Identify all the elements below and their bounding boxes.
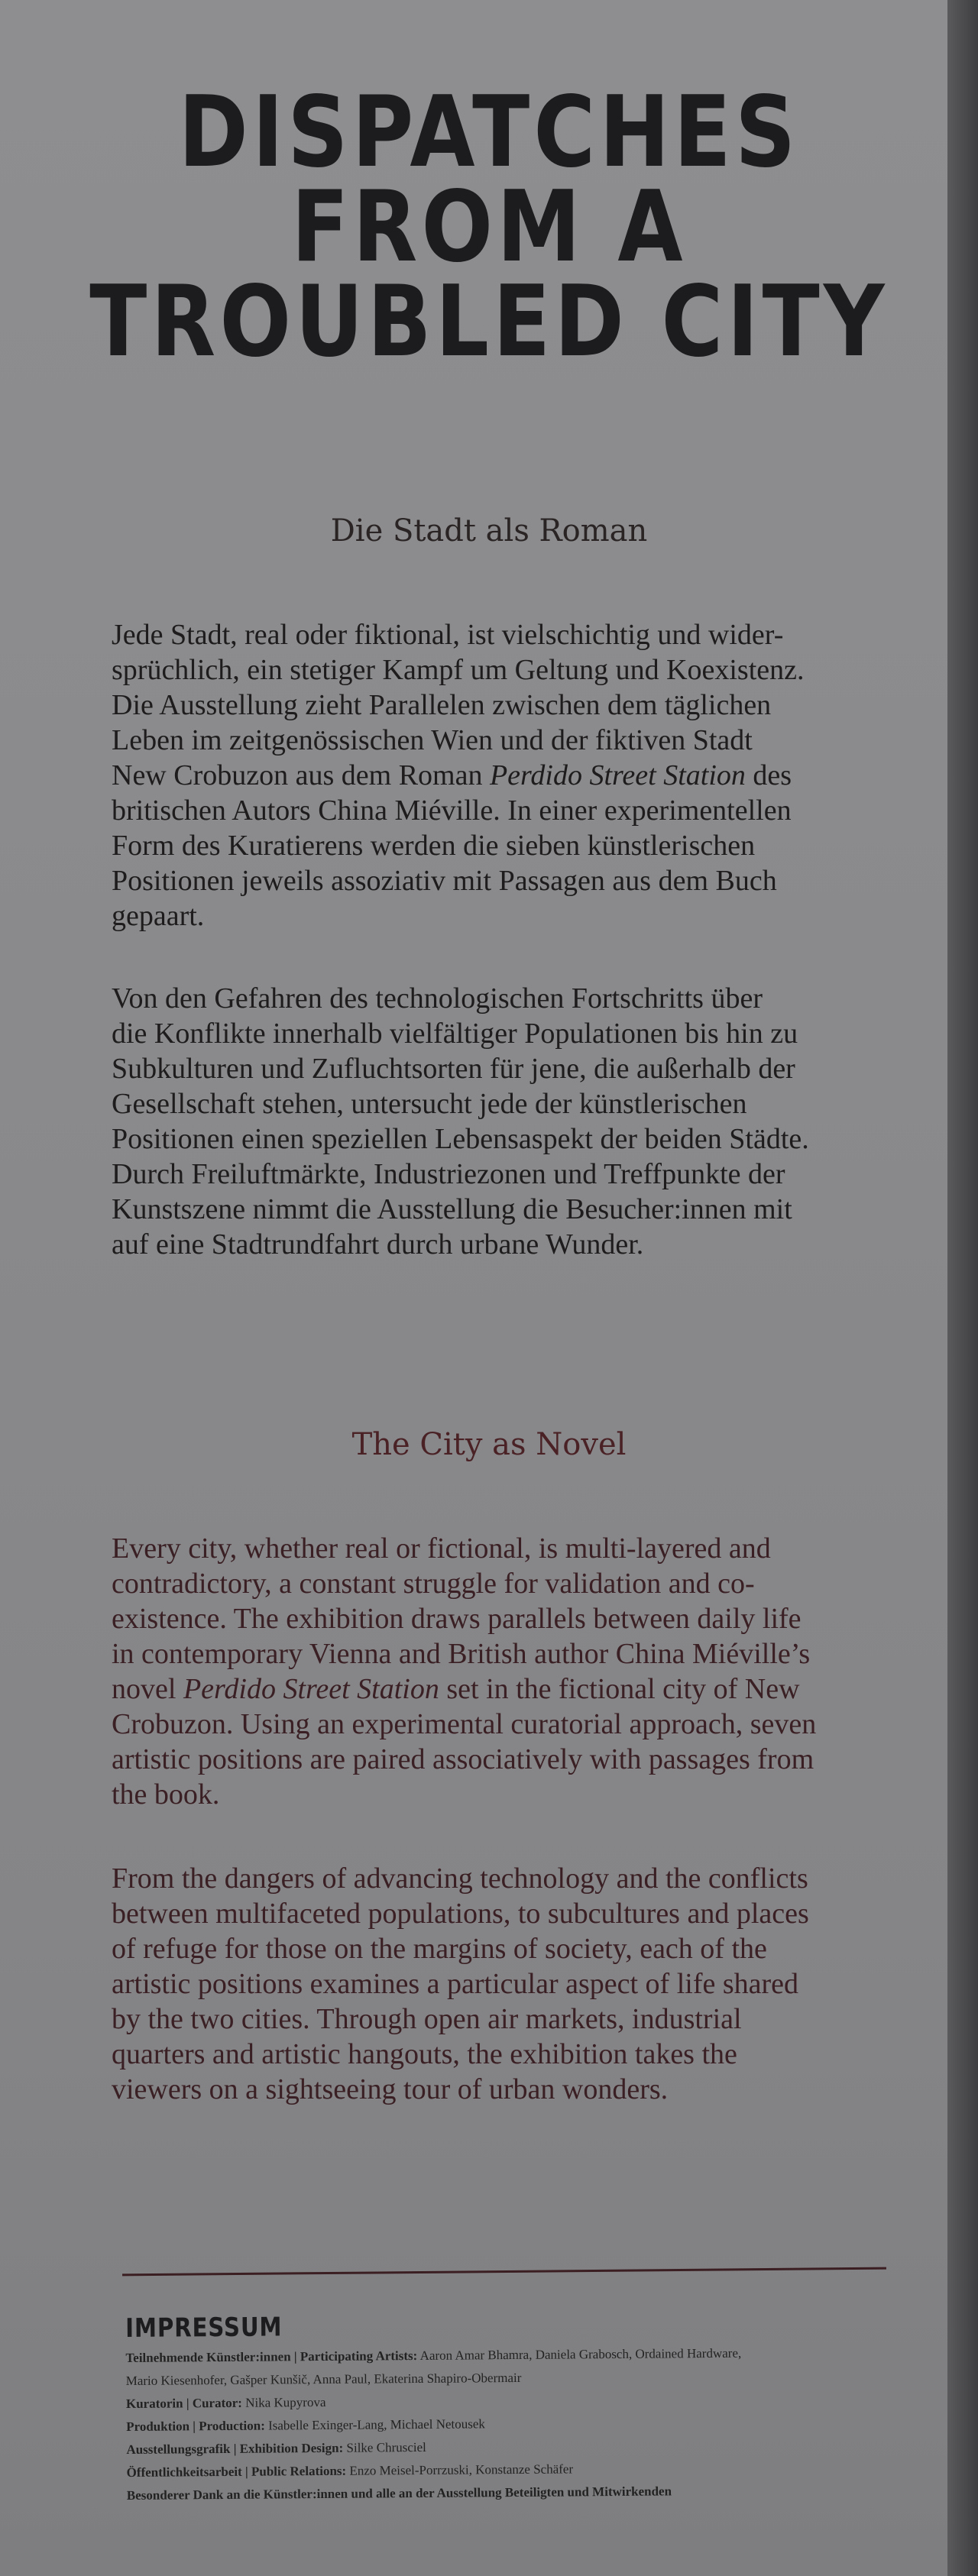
text-line: Kunstszene nimmt die Ausstellung die Besucher:innen mit	[112, 1193, 792, 1225]
german-paragraph-1	[112, 617, 845, 934]
title-line-2: FROM A	[291, 170, 687, 284]
text-line: existence. The exhibition draws parallels between daily life	[112, 1603, 802, 1635]
text-line: Von den Gefahren des technologischen Fortschritts über	[112, 982, 763, 1015]
credit-value: Isabelle Exinger-Lang, Michael Netousek	[264, 2416, 485, 2433]
english-paragraph-1	[112, 1531, 845, 1812]
text-line: Die Ausstellung zieht Parallelen zwischen dem täglichen	[112, 689, 772, 721]
text-segment: set in the fictional city of New	[446, 1673, 800, 1705]
english-heading: The City as Novel	[351, 1427, 627, 1462]
credit-label: Produktion | Production:	[126, 2418, 265, 2434]
text-segment: New Crobuzon aus dem Roman	[112, 759, 483, 791]
credit-label: Teilnehmende Künstler:innen | Participating Artists:	[125, 2348, 418, 2365]
text-line: by the two cities. Through open air markets, industrial	[112, 2003, 742, 2035]
text-line: Every city, whether real or fictional, is multi-layered and	[112, 1532, 771, 1565]
text-line: contradictory, a constant struggle for validation and co-	[112, 1568, 755, 1600]
text-line: britischen Autors China Miéville. In einer experimentellen	[112, 794, 792, 827]
novel-title: Perdido Street Station	[489, 759, 746, 791]
text-line: gepaart.	[112, 900, 205, 932]
german-paragraph-2	[112, 981, 845, 1262]
text-line: quarters and artistic hangouts, the exhibition takes the	[112, 2038, 737, 2070]
credit-label: Ausstellungsgrafik | Exhibition Design:	[126, 2440, 344, 2457]
text-line: sprüchlich, ein stetiger Kampf um Geltung und Koexistenz.	[112, 654, 805, 686]
text-line: Positionen jeweils assoziativ mit Passagen aus dem Buch	[112, 865, 777, 897]
impressum-block	[125, 2307, 891, 2507]
text-line: die Konflikte innerhalb vielfältiger Populationen bis hin zu	[112, 1018, 798, 1050]
credit-label: Besonderer Dank an die Künstler:innen und alle an der Ausstellung Beteiligten und Mitwirkenden	[126, 2484, 672, 2503]
text-line: Crobuzon. Using an experimental curatorial approach, seven	[112, 1708, 817, 1740]
title-line-1: DISPATCHES	[178, 76, 800, 189]
text-line: Subkulturen und Zufluchtsorten für jene, die außerhalb der	[112, 1053, 795, 1085]
text-line: artistic positions are paired associatively with passages from	[112, 1743, 814, 1775]
impressum-title: IMPRESSUM	[125, 2312, 283, 2344]
credit-value: Nika Kupyrova	[241, 2394, 326, 2410]
credit-label: Öffentlichkeitsarbeit | Public Relations:	[126, 2463, 347, 2480]
text-line: between multifaceted populations, to subcultures and places	[112, 1898, 809, 1930]
wall-background	[947, 0, 978, 2576]
text-line: viewers on a sightseeing tour of urban wonders.	[112, 2073, 669, 2105]
english-paragraph-2	[112, 1861, 845, 2107]
text-line: Form des Kuratierens werden die sieben künstlerischen	[112, 830, 756, 862]
text-line: artistic positions examines a particular aspect of life shared	[112, 1968, 799, 2000]
text-line: Positionen einen speziellen Lebensaspekt der beiden Städte.	[112, 1123, 809, 1155]
text-line: From the dangers of advancing technology and the conflicts	[112, 1862, 808, 1895]
text-line	[112, 1671, 845, 1707]
text-segment: novel	[112, 1673, 176, 1705]
text-line: auf eine Stadtrundfahrt durch urbane Wunder.	[112, 1228, 644, 1260]
credit-value: Mario Kiesenhofer, Gašper Kunšič, Anna Paul, Ekaterina Shapiro-Obermair	[125, 2370, 522, 2388]
credit-value: Enzo Meisel-Porrzuski, Konstanze Schäfer	[346, 2461, 574, 2478]
credit-label: Kuratorin | Curator:	[125, 2395, 243, 2411]
text-line: Gesellschaft stehen, untersucht jede der künstlerischen	[112, 1088, 747, 1120]
exhibition-title	[69, 76, 910, 379]
credit-value: Aaron Amar Bhamra, Daniela Grabosch, Ordained Hardware,	[417, 2345, 742, 2363]
title-line-3: TROUBLED CITY	[89, 265, 889, 379]
text-line: the book.	[112, 1778, 220, 1811]
novel-title: Perdido Street Station	[183, 1673, 439, 1705]
text-line: Jede Stadt, real oder fiktional, ist vielschichtig und wider-	[112, 619, 784, 651]
text-line: Leben im zeitgenössischen Wien und der fiktiven Stadt	[112, 724, 753, 756]
text-line	[112, 758, 845, 793]
text-line: in contemporary Vienna and British author China Miéville’s	[112, 1638, 811, 1670]
text-line: of refuge for those on the margins of society, each of the	[112, 1933, 767, 1965]
credit-value: Silke Chrusciel	[343, 2439, 426, 2455]
text-line: Durch Freiluftmärkte, Industriezonen und Treffpunkte der	[112, 1158, 785, 1190]
german-heading: Die Stadt als Roman	[330, 513, 648, 549]
text-segment: des	[753, 759, 792, 791]
